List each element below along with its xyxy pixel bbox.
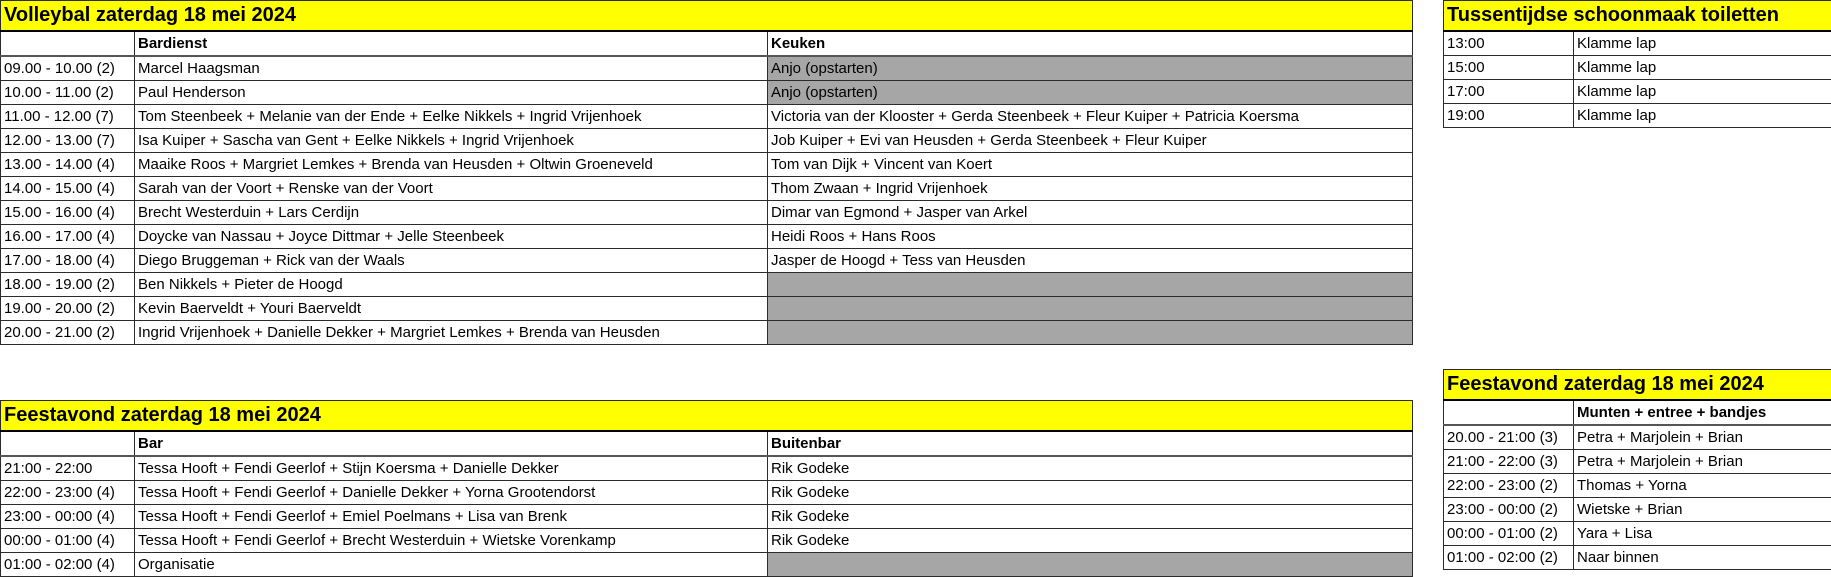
table-row bbox=[1, 321, 1413, 345]
time-cell: 09.00 - 10.00 (2) bbox=[1, 56, 135, 81]
time-cell: 21:00 - 22:00 (3) bbox=[1444, 450, 1574, 474]
table-row bbox=[1444, 450, 1831, 474]
table-row bbox=[1444, 31, 1831, 56]
task-cell: Klamme lap bbox=[1574, 80, 1831, 104]
header-time bbox=[1, 431, 135, 456]
table-row bbox=[1, 56, 1413, 81]
table-row bbox=[1, 249, 1413, 273]
bardienst-cell: Isa Kuiper + Sascha van Gent + Eelke Nikkels + Ingrid Vrijenhoek bbox=[135, 129, 768, 153]
keuken-cell bbox=[768, 321, 1413, 345]
bar-cell: Tessa Hooft + Fendi Geerlof + Emiel Poelmans + Lisa van Brenk bbox=[135, 505, 768, 529]
buitenbar-cell: Rik Godeke bbox=[768, 529, 1413, 553]
volleybal-title: Volleybal zaterdag 18 mei 2024 bbox=[1, 1, 1413, 32]
bar-cell: Tessa Hooft + Fendi Geerlof + Stijn Koersma + Danielle Dekker bbox=[135, 456, 768, 481]
time-cell: 11.00 - 12.00 (7) bbox=[1, 105, 135, 129]
time-cell: 22:00 - 23:00 (2) bbox=[1444, 474, 1574, 498]
header-bar: Bar bbox=[135, 431, 768, 456]
munten-cell: Petra + Marjolein + Brian bbox=[1574, 425, 1831, 450]
table-row bbox=[1, 201, 1413, 225]
keuken-cell bbox=[768, 273, 1413, 297]
bardienst-cell: Kevin Baerveldt + Youri Baerveldt bbox=[135, 297, 768, 321]
table-row bbox=[1, 129, 1413, 153]
bardienst-cell: Ben Nikkels + Pieter de Hoogd bbox=[135, 273, 768, 297]
munten-title: Feestavond zaterdag 18 mei 2024 bbox=[1444, 370, 1831, 401]
time-cell: 23:00 - 00:00 (4) bbox=[1, 505, 135, 529]
task-cell: Klamme lap bbox=[1574, 104, 1831, 128]
table-row bbox=[1, 177, 1413, 201]
time-cell: 12.00 - 13.00 (7) bbox=[1, 129, 135, 153]
table-row bbox=[1444, 425, 1831, 450]
bardienst-cell: Doycke van Nassau + Joyce Dittmar + Jelle Steenbeek bbox=[135, 225, 768, 249]
table-row bbox=[1444, 522, 1831, 546]
header-time bbox=[1444, 400, 1574, 425]
time-cell: 15:00 bbox=[1444, 56, 1574, 80]
schoonmaak-schedule bbox=[1443, 0, 1831, 128]
time-cell: 01:00 - 02:00 (4) bbox=[1, 553, 135, 577]
bardienst-cell: Brecht Westerduin + Lars Cerdijn bbox=[135, 201, 768, 225]
table-row bbox=[1444, 474, 1831, 498]
header-keuken: Keuken bbox=[768, 31, 1413, 56]
keuken-cell bbox=[768, 297, 1413, 321]
keuken-cell: Job Kuiper + Evi van Heusden + Gerda Steenbeek + Fleur Kuiper bbox=[768, 129, 1413, 153]
schoonmaak-table bbox=[1443, 0, 1831, 128]
time-cell: 01:00 - 02:00 (2) bbox=[1444, 546, 1574, 570]
header-time bbox=[1, 31, 135, 56]
table-row bbox=[1, 456, 1413, 481]
table-row bbox=[1, 153, 1413, 177]
table-row bbox=[1444, 56, 1831, 80]
buitenbar-cell bbox=[768, 553, 1413, 577]
bar-cell: Tessa Hooft + Fendi Geerlof + Brecht Westerduin + Wietske Vorenkamp bbox=[135, 529, 768, 553]
buitenbar-cell: Rik Godeke bbox=[768, 505, 1413, 529]
table-row bbox=[1444, 546, 1831, 570]
time-cell: 14.00 - 15.00 (4) bbox=[1, 177, 135, 201]
munten-cell: Naar binnen bbox=[1574, 546, 1831, 570]
time-cell: 22:00 - 23:00 (4) bbox=[1, 481, 135, 505]
bardienst-cell: Paul Henderson bbox=[135, 81, 768, 105]
time-cell: 21:00 - 22:00 bbox=[1, 456, 135, 481]
volleybal-schedule bbox=[0, 0, 1413, 345]
header-buitenbar: Buitenbar bbox=[768, 431, 1413, 456]
table-row bbox=[1, 553, 1413, 577]
buitenbar-cell: Rik Godeke bbox=[768, 456, 1413, 481]
time-cell: 23:00 - 00:00 (2) bbox=[1444, 498, 1574, 522]
task-cell: Klamme lap bbox=[1574, 56, 1831, 80]
feestavond-title: Feestavond zaterdag 18 mei 2024 bbox=[1, 401, 1413, 432]
time-cell: 17.00 - 18.00 (4) bbox=[1, 249, 135, 273]
task-cell: Klamme lap bbox=[1574, 31, 1831, 56]
header-bardienst: Bardienst bbox=[135, 31, 768, 56]
time-cell: 15.00 - 16.00 (4) bbox=[1, 201, 135, 225]
bardienst-cell: Maaike Roos + Margriet Lemkes + Brenda van Heusden + Oltwin Groeneveld bbox=[135, 153, 768, 177]
keuken-cell: Tom van Dijk + Vincent van Koert bbox=[768, 153, 1413, 177]
munten-cell: Yara + Lisa bbox=[1574, 522, 1831, 546]
time-cell: 20.00 - 21.00 (2) bbox=[1, 321, 135, 345]
table-row bbox=[1444, 80, 1831, 104]
time-cell: 17:00 bbox=[1444, 80, 1574, 104]
time-cell: 16.00 - 17.00 (4) bbox=[1, 225, 135, 249]
table-row bbox=[1, 105, 1413, 129]
time-cell: 19:00 bbox=[1444, 104, 1574, 128]
schoonmaak-title: Tussentijdse schoonmaak toiletten bbox=[1444, 1, 1831, 32]
keuken-cell: Anjo (opstarten) bbox=[768, 81, 1413, 105]
bardienst-cell: Ingrid Vrijenhoek + Danielle Dekker + Margriet Lemkes + Brenda van Heusden bbox=[135, 321, 768, 345]
table-row bbox=[1444, 498, 1831, 522]
bardienst-cell: Marcel Haagsman bbox=[135, 56, 768, 81]
feestavond-table bbox=[0, 400, 1413, 577]
keuken-cell: Anjo (opstarten) bbox=[768, 56, 1413, 81]
munten-table bbox=[1443, 369, 1831, 570]
bardienst-cell: Tom Steenbeek + Melanie van der Ende + Eelke Nikkels + Ingrid Vrijenhoek bbox=[135, 105, 768, 129]
munten-cell: Petra + Marjolein + Brian bbox=[1574, 450, 1831, 474]
table-row bbox=[1, 225, 1413, 249]
volleybal-table bbox=[0, 0, 1413, 345]
buitenbar-cell: Rik Godeke bbox=[768, 481, 1413, 505]
time-cell: 13:00 bbox=[1444, 31, 1574, 56]
keuken-cell: Jasper de Hoogd + Tess van Heusden bbox=[768, 249, 1413, 273]
bar-cell: Organisatie bbox=[135, 553, 768, 577]
table-row bbox=[1, 297, 1413, 321]
time-cell: 13.00 - 14.00 (4) bbox=[1, 153, 135, 177]
time-cell: 20.00 - 21:00 (3) bbox=[1444, 425, 1574, 450]
time-cell: 00:00 - 01:00 (4) bbox=[1, 529, 135, 553]
time-cell: 19.00 - 20.00 (2) bbox=[1, 297, 135, 321]
table-row bbox=[1, 481, 1413, 505]
table-row bbox=[1, 273, 1413, 297]
keuken-cell: Victoria van der Klooster + Gerda Steenbeek + Fleur Kuiper + Patricia Koersma bbox=[768, 105, 1413, 129]
time-cell: 18.00 - 19.00 (2) bbox=[1, 273, 135, 297]
munten-cell: Wietske + Brian bbox=[1574, 498, 1831, 522]
bar-cell: Tessa Hooft + Fendi Geerlof + Danielle Dekker + Yorna Grootendorst bbox=[135, 481, 768, 505]
header-munten: Munten + entree + bandjes bbox=[1574, 400, 1831, 425]
table-row bbox=[1444, 104, 1831, 128]
munten-cell: Thomas + Yorna bbox=[1574, 474, 1831, 498]
bardienst-cell: Diego Bruggeman + Rick van der Waals bbox=[135, 249, 768, 273]
feestavond-schedule bbox=[0, 400, 1413, 577]
table-row bbox=[1, 81, 1413, 105]
keuken-cell: Heidi Roos + Hans Roos bbox=[768, 225, 1413, 249]
table-row bbox=[1, 505, 1413, 529]
keuken-cell: Thom Zwaan + Ingrid Vrijenhoek bbox=[768, 177, 1413, 201]
table-row bbox=[1, 529, 1413, 553]
time-cell: 10.00 - 11.00 (2) bbox=[1, 81, 135, 105]
munten-schedule bbox=[1443, 369, 1831, 570]
keuken-cell: Dimar van Egmond + Jasper van Arkel bbox=[768, 201, 1413, 225]
bardienst-cell: Sarah van der Voort + Renske van der Voort bbox=[135, 177, 768, 201]
time-cell: 00:00 - 01:00 (2) bbox=[1444, 522, 1574, 546]
